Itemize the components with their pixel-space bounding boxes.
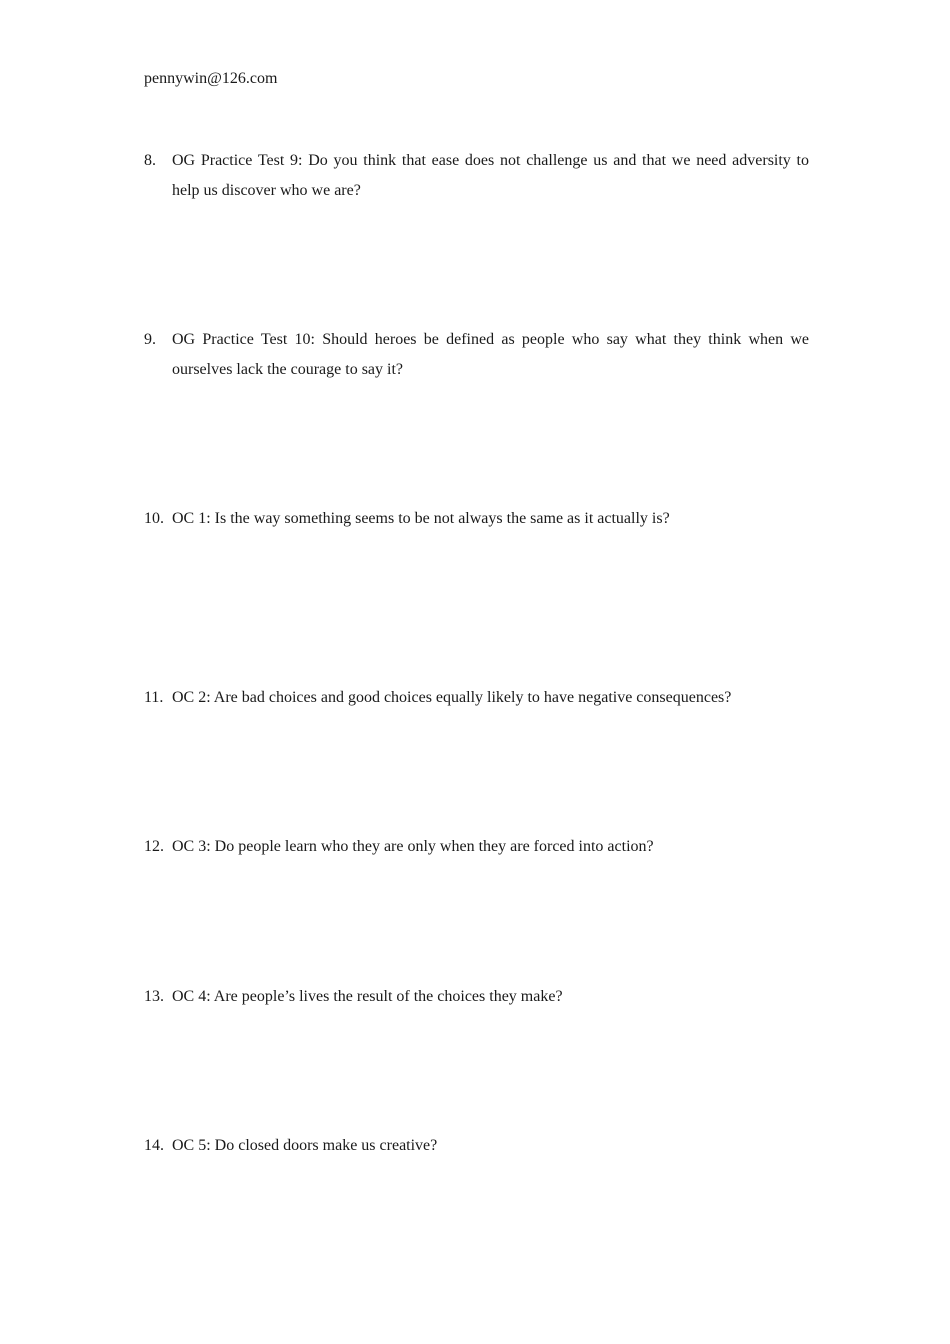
question-item: [144, 325, 809, 385]
question-item: [144, 683, 809, 713]
question-text: OG Practice Test 9: Do you think that ease does not challenge us and that we need adversity to help us discover who we are?: [172, 152, 809, 199]
question-text: OC 3: Do people learn who they are only when they are forced into action?: [172, 838, 654, 855]
question-text: OC 1: Is the way something seems to be not always the same as it actually is?: [172, 510, 670, 527]
question-number: 13.: [144, 988, 164, 1005]
question-number: 8.: [144, 152, 156, 169]
question-text: OC 4: Are people’s lives the result of the choices they make?: [172, 988, 563, 1005]
header-email: pennywin@126.com: [144, 70, 278, 87]
question-item: [144, 504, 809, 534]
question-number: 12.: [144, 838, 164, 855]
question-item: [144, 832, 809, 862]
question-number: 10.: [144, 510, 164, 527]
question-number: 14.: [144, 1137, 164, 1154]
question-number: 9.: [144, 331, 156, 348]
question-item: [144, 146, 809, 206]
question-number: 11.: [144, 689, 164, 706]
question-text: OC 2: Are bad choices and good choices equally likely to have negative consequences?: [172, 689, 732, 706]
question-text: OC 5: Do closed doors make us creative?: [172, 1137, 438, 1154]
question-text: OG Practice Test 10: Should heroes be defined as people who say what they think when we ourselves lack the courage to say it?: [172, 331, 809, 378]
question-item: [144, 982, 809, 1012]
question-item: [144, 1131, 809, 1161]
